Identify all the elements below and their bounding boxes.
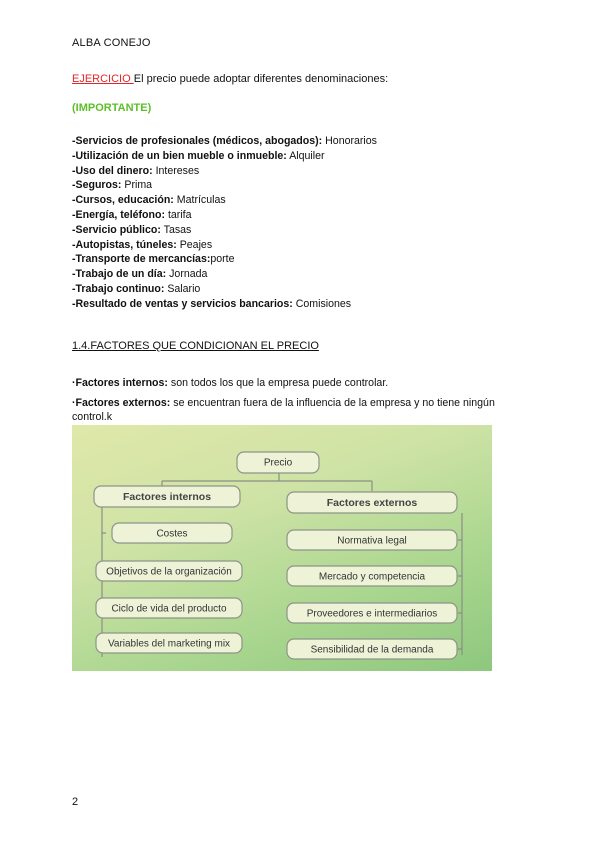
factor-external: ·Factores externos: se encuentran fuera de la influencia de la empresa y no tiene ningún control.k bbox=[72, 397, 495, 423]
internal-item-label: Costes bbox=[156, 528, 188, 540]
list-item: -Trabajo continuo: Salario bbox=[72, 282, 201, 295]
list-item: -Resultado de ventas y servicios bancarios: Comisiones bbox=[72, 297, 352, 310]
important-note: (IMPORTANTE) bbox=[72, 102, 152, 114]
denominations-list bbox=[72, 134, 377, 312]
internal-item-label: Ciclo de vida del producto bbox=[111, 603, 227, 615]
page-number: 2 bbox=[72, 796, 79, 808]
list-item: -Seguros: Prima bbox=[72, 179, 153, 192]
internal-title-label: Factores internos bbox=[122, 490, 212, 503]
exercise-text: El precio puede adoptar diferentes denominaciones: bbox=[133, 73, 389, 85]
list-item: -Servicio público: Tasas bbox=[72, 223, 192, 236]
list-item: -Servicios de profesionales (médicos, abogados): Honorarios bbox=[72, 135, 377, 147]
list-item: -Utilización de un bien mueble o inmueble: Alquiler bbox=[72, 149, 325, 162]
external-item-label: Sensibilidad de la demanda bbox=[310, 644, 434, 656]
list-item: -Uso del dinero: Intereses bbox=[72, 164, 200, 177]
list-item: -Cursos, educación: Matrículas bbox=[72, 194, 226, 207]
list-item: -Trabajo de un día: Jornada bbox=[72, 268, 208, 281]
price-factors-diagram bbox=[72, 425, 492, 671]
external-item-label: Proveedores e intermediarios bbox=[306, 608, 438, 620]
exercise-line bbox=[72, 73, 388, 85]
external-item-label: Normativa legal bbox=[337, 535, 407, 547]
price-factors-diagram-photo bbox=[72, 425, 492, 671]
internal-item-label: Objetivos de la organización bbox=[106, 566, 232, 578]
list-item: -Autopistas, túneles: Peajes bbox=[72, 238, 213, 251]
list-item: -Energía, teléfono: tarifa bbox=[72, 208, 192, 221]
factor-internal: ·Factores internos: son todos los que la empresa puede controlar. bbox=[72, 377, 389, 389]
external-title-label: Factores externos bbox=[326, 496, 418, 509]
document-header-author: ALBA CONEJO bbox=[72, 37, 151, 49]
internal-item-label: Variables del marketing mix bbox=[107, 638, 231, 650]
exercise-label: EJERCICIO bbox=[72, 73, 134, 85]
section-title: 1.4.FACTORES QUE CONDICIONAN EL PRECIO bbox=[72, 340, 319, 352]
root-label: Precio bbox=[263, 457, 293, 469]
list-item: -Transporte de mercancías:porte bbox=[72, 253, 235, 266]
external-item-label: Mercado y competencia bbox=[318, 571, 426, 583]
